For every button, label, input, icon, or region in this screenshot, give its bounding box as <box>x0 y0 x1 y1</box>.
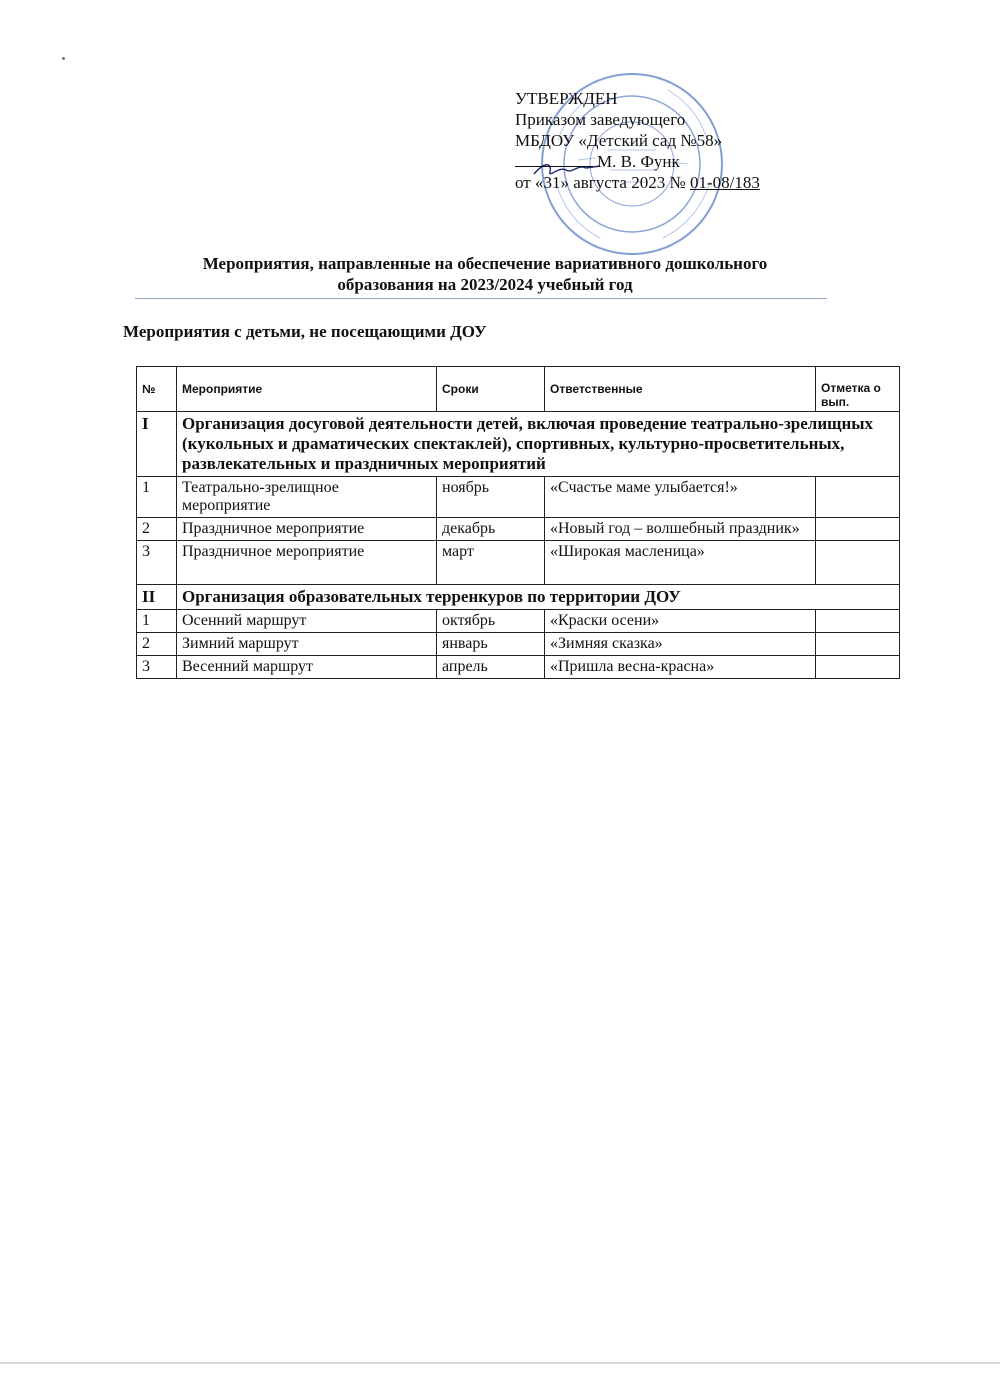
cell-term: декабрь <box>437 518 545 541</box>
header-num: № <box>137 367 177 412</box>
header-mark: Отметка о вып. <box>816 367 900 412</box>
section-title: Мероприятия с детьми, не посещающими ДОУ <box>123 322 487 341</box>
cell-mark <box>816 610 900 633</box>
cell-term: ноябрь <box>437 477 545 518</box>
cell-responsible: «Зимняя сказка» <box>545 633 816 656</box>
header-term: Сроки <box>437 367 545 412</box>
approval-signer: М. В. Функ <box>597 152 680 171</box>
group-row <box>137 412 900 477</box>
cell-event: Зимний маршрут <box>177 633 437 656</box>
page-title <box>135 253 835 295</box>
cell-mark <box>816 477 900 518</box>
scan-speck <box>62 57 65 60</box>
cell-term: апрель <box>437 656 545 679</box>
page-title-line-2: образования на 2023/2024 учебный год <box>337 275 633 294</box>
table-row <box>137 518 900 541</box>
cell-mark <box>816 518 900 541</box>
group-roman: I <box>137 412 177 477</box>
approval-organization: МБДОУ «Детский сад №58» <box>515 131 723 150</box>
approval-block <box>515 88 815 193</box>
group-title: Организация образовательных терренкуров по территории ДОУ <box>177 585 900 610</box>
cell-mark <box>816 656 900 679</box>
cell-responsible: «Счастье маме улыбается!» <box>545 477 816 518</box>
page-title-line-1: Мероприятия, направленные на обеспечение вариативного дошкольного <box>202 254 768 273</box>
table-row <box>137 656 900 679</box>
cell-event: Весенний маршрут <box>177 656 437 679</box>
title-divider <box>135 298 827 299</box>
approval-date-line <box>515 172 815 193</box>
cell-num: 3 <box>137 541 177 585</box>
approval-heading: УТВЕРЖДЕН <box>515 89 618 108</box>
cell-term: март <box>437 541 545 585</box>
cell-event: Праздничное мероприятие <box>177 541 437 585</box>
cell-num: 3 <box>137 656 177 679</box>
cell-event: Театрально-зрелищное мероприятие <box>177 477 437 518</box>
cell-num: 1 <box>137 610 177 633</box>
cell-responsible: «Краски осени» <box>545 610 816 633</box>
cell-mark <box>816 541 900 585</box>
cell-event: Праздничное мероприятие <box>177 518 437 541</box>
cell-term: октябрь <box>437 610 545 633</box>
header-event: Мероприятие <box>177 367 437 412</box>
table-row <box>137 477 900 518</box>
cell-num: 1 <box>137 477 177 518</box>
table-header-row <box>137 367 900 412</box>
cell-mark <box>816 633 900 656</box>
cell-responsible: «Широкая масленица» <box>545 541 816 585</box>
table-row <box>137 541 900 585</box>
approval-signature-line <box>515 151 815 172</box>
table-row <box>137 610 900 633</box>
signature-blank <box>515 152 593 167</box>
cell-term: январь <box>437 633 545 656</box>
group-roman: II <box>137 585 177 610</box>
approval-order-number: 01-08/183 <box>689 173 760 192</box>
cell-responsible: «Пришла весна-красна» <box>545 656 816 679</box>
group-row <box>137 585 900 610</box>
cell-num: 2 <box>137 633 177 656</box>
approval-order-label: Приказом заведующего <box>515 110 686 129</box>
scan-bottom-edge <box>0 1362 1000 1364</box>
group-title: Организация досуговой деятельности детей, включая проведение театрально-зрелищных (кукольных и драматических спектаклей), спортивных, культурно-просветительных, развлекательных и праздничных мероприятий <box>177 412 900 477</box>
table-row <box>137 633 900 656</box>
events-table <box>136 366 900 679</box>
approval-date: от «31» августа 2023 № <box>515 173 686 192</box>
cell-responsible: «Новый год – волшебный праздник» <box>545 518 816 541</box>
cell-num: 2 <box>137 518 177 541</box>
header-responsible: Ответственные <box>545 367 816 412</box>
cell-event: Осенний маршрут <box>177 610 437 633</box>
